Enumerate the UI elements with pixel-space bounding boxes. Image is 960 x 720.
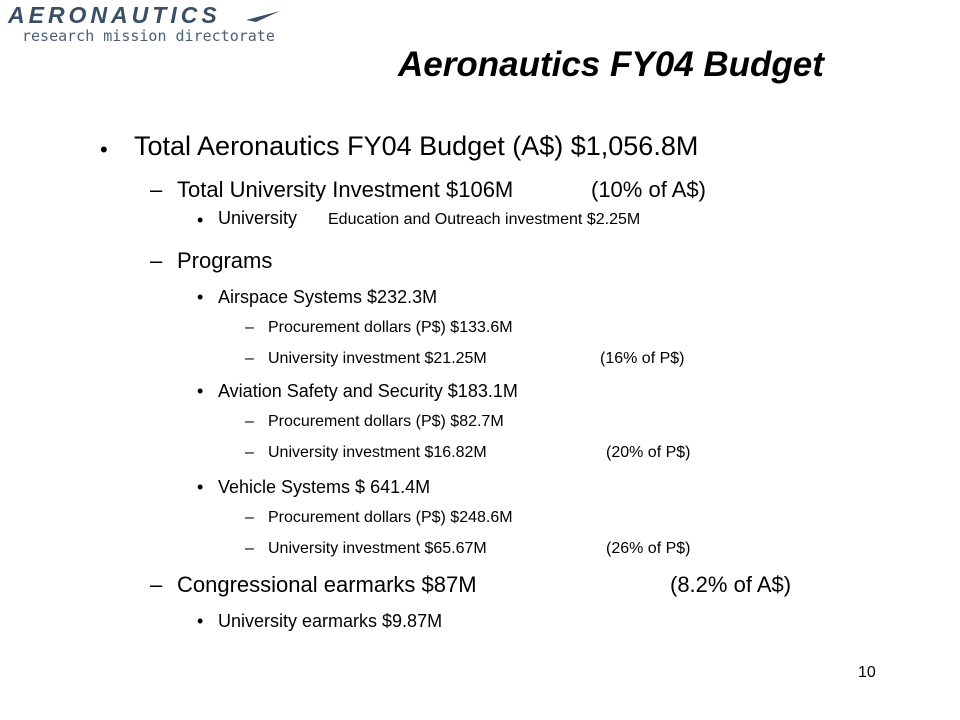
airspace-line: Airspace Systems $232.3M <box>218 287 438 307</box>
bullet: • <box>197 210 204 230</box>
vehicle-pct: (26% of P$) <box>606 540 691 557</box>
dash: – <box>245 319 254 336</box>
bullet: • <box>197 287 204 307</box>
slide-title: Aeronautics FY04 Budget <box>398 45 824 84</box>
logo-swoosh-icon <box>246 10 280 24</box>
vehicle-procurement: Procurement dollars (P$) $248.6M <box>268 509 513 526</box>
dash: – <box>245 509 254 526</box>
aviation-pct: (20% of P$) <box>606 444 691 461</box>
airspace-university: University investment $21.25M <box>268 350 487 367</box>
university-investment-line: Total University Investment $106M <box>177 177 514 202</box>
total-budget-line: Total Aeronautics FY04 Budget (A$) $1,056.8M <box>134 131 699 161</box>
dash: – <box>150 572 163 597</box>
dash: – <box>150 248 163 273</box>
vehicle-line: Vehicle Systems $ 641.4M <box>218 477 431 497</box>
programs-heading: Programs <box>177 248 273 273</box>
aviation-procurement: Procurement dollars (P$) $82.7M <box>268 413 504 430</box>
university-investment-pct: (10% of A$) <box>591 177 706 202</box>
airspace-procurement: Procurement dollars (P$) $133.6M <box>268 319 513 336</box>
bullet: • <box>197 381 204 401</box>
logo-subtitle: research mission directorate <box>22 27 275 45</box>
dash: – <box>245 413 254 430</box>
aviation-university: University investment $16.82M <box>268 444 487 461</box>
university-earmarks-line: University earmarks $9.87M <box>218 611 443 631</box>
airspace-pct: (16% of P$) <box>600 350 685 367</box>
dash: – <box>245 444 254 461</box>
aviation-line: Aviation Safety and Security $183.1M <box>218 381 518 401</box>
education-line: Education and Outreach investment $2.25M <box>328 211 641 228</box>
bullet: • <box>197 477 204 497</box>
dash: – <box>245 540 254 557</box>
bullet: • <box>197 611 204 631</box>
logo-wordmark: AERONAUTICS <box>8 2 221 28</box>
dash: – <box>245 350 254 367</box>
page-number: 10 <box>858 664 876 681</box>
vehicle-university: University investment $65.67M <box>268 540 487 557</box>
earmarks-pct: (8.2% of A$) <box>670 572 792 597</box>
education-line-lead: University <box>218 208 298 228</box>
bullet: • <box>100 137 108 162</box>
earmarks-line: Congressional earmarks $87M <box>177 572 477 597</box>
dash: – <box>150 177 163 202</box>
